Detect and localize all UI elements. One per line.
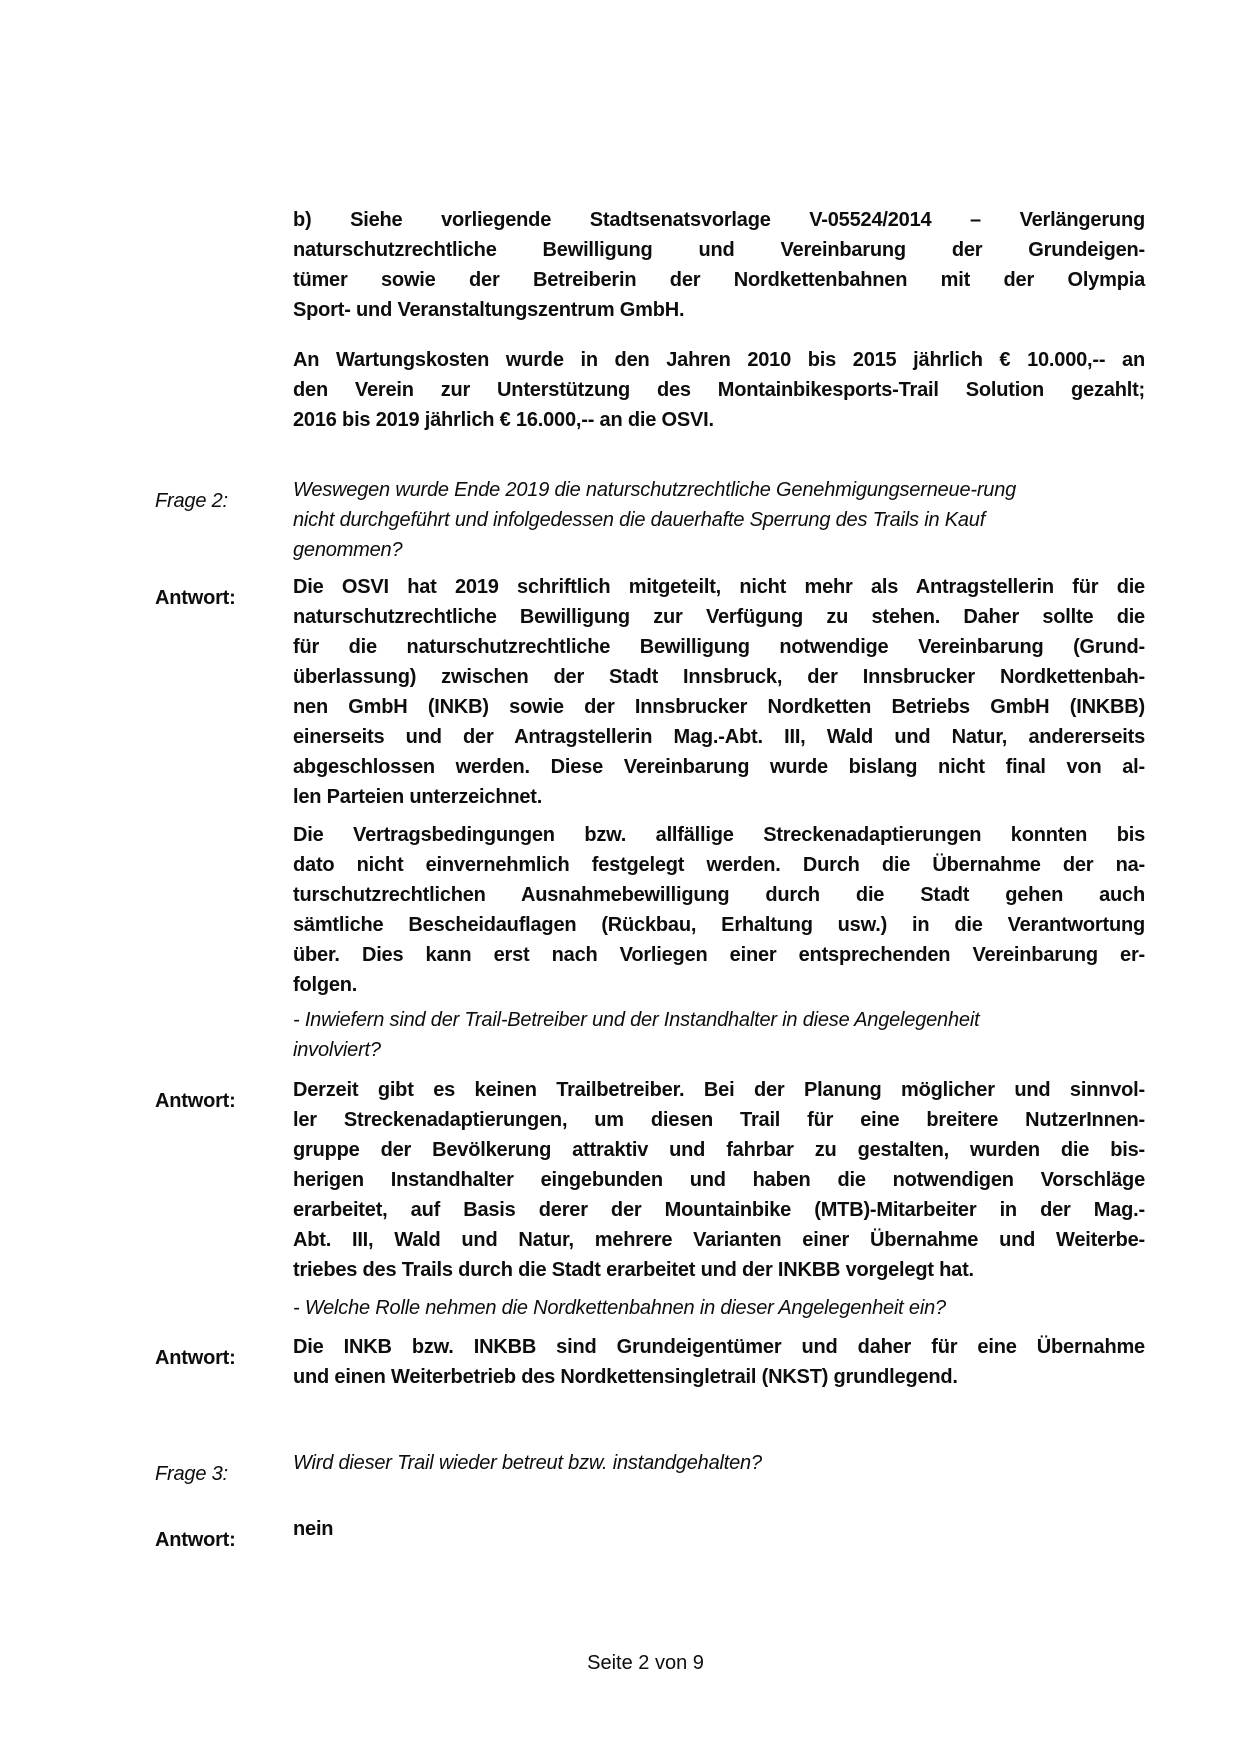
label-column (155, 1332, 293, 1392)
subquestion-text (293, 1293, 1145, 1323)
answer-block (155, 572, 1145, 812)
question-text (293, 1448, 1145, 1487)
answer-block (155, 1514, 1145, 1553)
text-line: herigen Instandhalter eingebunden und haben die notwendigen Vorschläge (293, 1169, 1145, 1191)
paragraph-block (155, 820, 1145, 1000)
page-footer: Seite 2 von 9 (587, 1652, 704, 1674)
text-line: gruppe der Bevölkerung attraktiv und fahrbar zu gestalten, wurden die bis- (293, 1139, 1145, 1161)
subquestion-text (293, 1576, 1145, 1636)
text-line: und einen Weiterbetrieb des Nordkettensingletrail (NKST) grundlegend. (293, 1366, 958, 1388)
answer-block (155, 1332, 1145, 1392)
label-column (155, 475, 293, 565)
document-content (0, 205, 1241, 1636)
label-column (155, 205, 293, 325)
label-column (155, 1576, 293, 1636)
text-line: den Verein zur Unterstützung des Montainbikesports-Trail Solution gezahlt; (293, 379, 1145, 401)
question-label: Frage 3: (155, 1463, 228, 1485)
text-line: len Parteien unterzeichnet. (293, 786, 543, 808)
label-column (155, 1293, 293, 1323)
paragraph (293, 820, 1145, 1000)
answer-text (293, 1075, 1145, 1285)
text-line: Sport- und Veranstaltungszentrum GmbH. (293, 299, 685, 321)
text-line: über. Dies kann erst nach Vorliegen einer entsprechenden Vereinbarung er- (293, 944, 1145, 966)
answer-text (293, 1332, 1145, 1392)
label-column (155, 1514, 293, 1553)
label-column (155, 572, 293, 812)
text-line: nein (293, 1518, 334, 1540)
text-line: genommen? (293, 539, 403, 561)
question-block (155, 1448, 1145, 1487)
text-line: erarbeitet, auf Basis derer der Mountainbike (MTB)-Mitarbeiter in der Mag.- (293, 1199, 1145, 1221)
paragraph-block (155, 205, 1145, 325)
text-line: b) Siehe vorliegende Stadtsenatsvorlage V-05524/2014 – Verlängerung (293, 209, 1145, 231)
question-text (293, 475, 1145, 565)
text-line: ler Streckenadaptierungen, um diesen Trail für eine breitere NutzerInnen- (293, 1109, 1145, 1131)
subquestion-block (155, 1005, 1145, 1065)
answer-label: Antwort: (155, 1529, 236, 1551)
text-line: involviert? (293, 1039, 381, 1061)
text-line: turschutzrechtlichen Ausnahmebewilligung durch die Stadt gehen auch (293, 884, 1145, 906)
label-column (155, 345, 293, 435)
text-line: folgen. (293, 974, 358, 996)
label-column (155, 820, 293, 1000)
label-column (155, 1075, 293, 1285)
text-line: Weswegen wurde Ende 2019 die naturschutzrechtliche Genehmigungserneue-rung (293, 479, 1017, 501)
answer-block (155, 1075, 1145, 1285)
text-line: Die Vertragsbedingungen bzw. allfällige Streckenadaptierungen konnten bis (293, 824, 1145, 846)
text-line: einerseits und der Antragstellerin Mag.-Abt. III, Wald und Natur, andererseits (293, 726, 1145, 748)
answer-text (293, 1514, 1145, 1553)
label-column (155, 1005, 293, 1065)
answer-label: Antwort: (155, 1347, 236, 1369)
question-block (155, 475, 1145, 565)
question-label: Frage 2: (155, 490, 228, 512)
text-line: triebes des Trails durch die Stadt erarbeitet und der INKBB vorgelegt hat. (293, 1259, 974, 1281)
text-line: naturschutzrechtliche Bewilligung zur Verfügung zu stehen. Daher sollte die (293, 606, 1145, 628)
text-line: für die naturschutzrechtliche Bewilligung notwendige Vereinbarung (Grund- (293, 636, 1145, 658)
answer-text (293, 572, 1145, 812)
text-line: Die OSVI hat 2019 schriftlich mitgeteilt, nicht mehr als Antragstellerin für die (293, 576, 1145, 598)
label-column (155, 1448, 293, 1487)
text-line: 2016 bis 2019 jährlich € 16.000,-- an die OSVI. (293, 409, 714, 431)
answer-label: Antwort: (155, 587, 236, 609)
subquestion-block (155, 1576, 1145, 1636)
text-line: Abt. III, Wald und Natur, mehrere Varianten einer Übernahme und Weiterbe- (293, 1229, 1145, 1251)
text-line: abgeschlossen werden. Diese Vereinbarung wurde bislang nicht final von al- (293, 756, 1145, 778)
text-line: naturschutzrechtliche Bewilligung und Vereinbarung der Grundeigen- (293, 239, 1145, 261)
text-line (293, 1576, 1145, 1606)
text-line (293, 1606, 1145, 1636)
subquestion-block (155, 1293, 1145, 1323)
paragraph-block (155, 345, 1145, 435)
paragraph (293, 345, 1145, 435)
text-line: Wird dieser Trail wieder betreut bzw. instandgehalten? (293, 1452, 762, 1474)
text-line: überlassung) zwischen der Stadt Innsbruck, der Innsbrucker Nordkettenbah- (293, 666, 1145, 688)
text-line: - Welche Rolle nehmen die Nordkettenbahnen in dieser Angelegenheit ein? (293, 1297, 946, 1319)
text-line: nicht durchgeführt und infolgedessen die dauerhafte Sperrung des Trails in Kauf (293, 509, 986, 531)
text-line: dato nicht einvernehmlich festgelegt werden. Durch die Übernahme der na- (293, 854, 1145, 876)
text-line: nen GmbH (INKB) sowie der Innsbrucker Nordketten Betriebs GmbH (INKBB) (293, 696, 1145, 718)
text-line: Derzeit gibt es keinen Trailbetreiber. Bei der Planung möglicher und sinnvol- (293, 1079, 1145, 1101)
paragraph (293, 205, 1145, 325)
text-line: - Inwiefern sind der Trail-Betreiber und der Instandhalter in diese Angelegenheit (293, 1009, 980, 1031)
answer-label: Antwort: (155, 1090, 236, 1112)
text-line: An Wartungskosten wurde in den Jahren 2010 bis 2015 jährlich € 10.000,-- an (293, 349, 1145, 371)
text-line: sämtliche Bescheidauflagen (Rückbau, Erhaltung usw.) in die Verantwortung (293, 914, 1145, 936)
subquestion-text (293, 1005, 1145, 1065)
text-line: tümer sowie der Betreiberin der Nordkettenbahnen mit der Olympia (293, 269, 1145, 291)
text-line: Die INKB bzw. INKBB sind Grundeigentümer und daher für eine Übernahme (293, 1336, 1145, 1358)
